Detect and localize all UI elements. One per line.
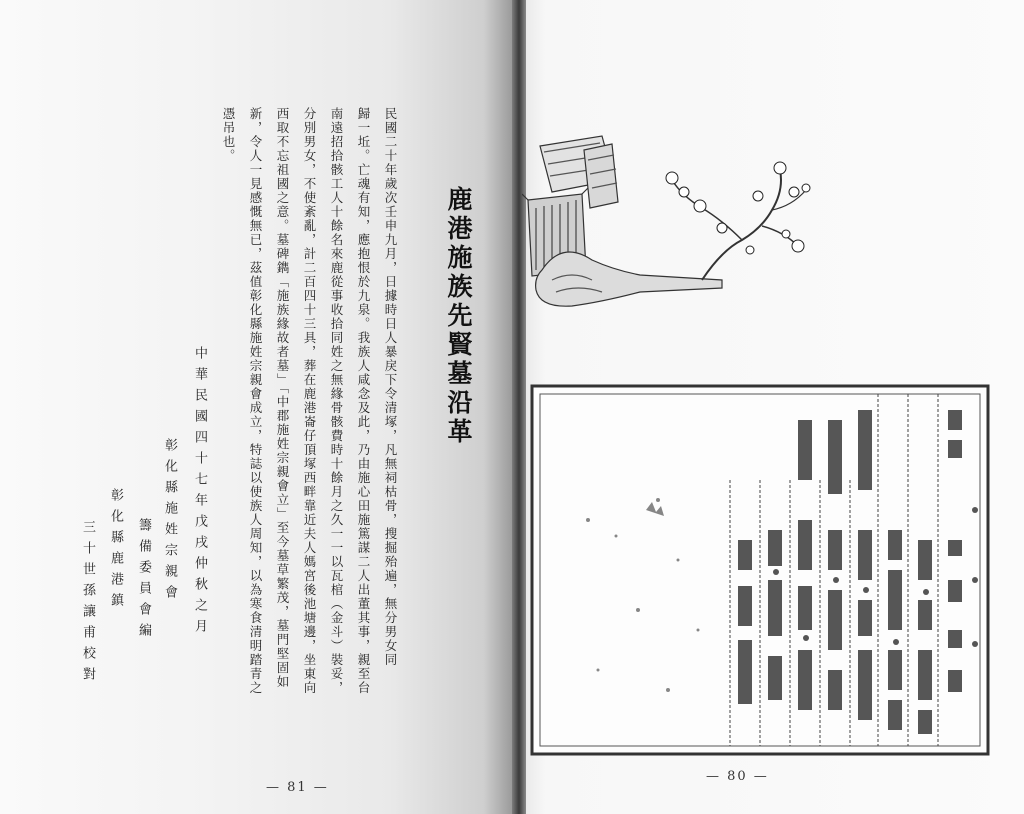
signature-town: 彰化縣鹿港鎮 bbox=[108, 488, 123, 614]
signature-date: 中華民國四十七年戊戌仲秋之月 bbox=[192, 346, 207, 640]
page-number-right: — 80 — bbox=[706, 769, 769, 784]
book-gutter bbox=[512, 0, 526, 814]
page-number-left: — 81 — bbox=[266, 780, 329, 795]
article-body: 民國二十年歲次壬申九月，日據時日人暴戾下令清塚，凡無祠枯骨，搜掘殆遍，無分男女同 歸一坵。亡魂有知，應抱恨於九泉。我族人咸念及此，乃由施心田施篤謀二人出董其事，親至台 南遠招拾骸工人十餘名來鹿從事收拾同姓之無緣骨骸費時十餘月之久一一以瓦棺（金斗）裝妥， 分別男女，不使紊亂，計二百四十三具，葬在鹿港崙仔頂塚西畔靠近夫人媽宮後池塘邊，坐東向 西取不忘祖國之意。墓碑鐫「施族緣故者墓」「中郡施姓宗親會立」至今墓草繁茂，墓門堅固如 新，令人一見感慨無已，茲值彰化縣施姓宗親會成立，特誌以使族人周知，以為寒食清明踏青之 憑吊也。 bbox=[221, 107, 398, 695]
signature-proofreader: 三十世孫讓甫校對 bbox=[80, 520, 95, 688]
signature-association: 彰化縣施姓宗親會 bbox=[162, 438, 177, 606]
article-title: 鹿港施族先賢墓沿革 bbox=[444, 186, 473, 447]
signature-committee: 籌備委員會編 bbox=[136, 518, 151, 644]
old-print-page bbox=[528, 380, 998, 760]
vase-illustration bbox=[522, 130, 812, 320]
